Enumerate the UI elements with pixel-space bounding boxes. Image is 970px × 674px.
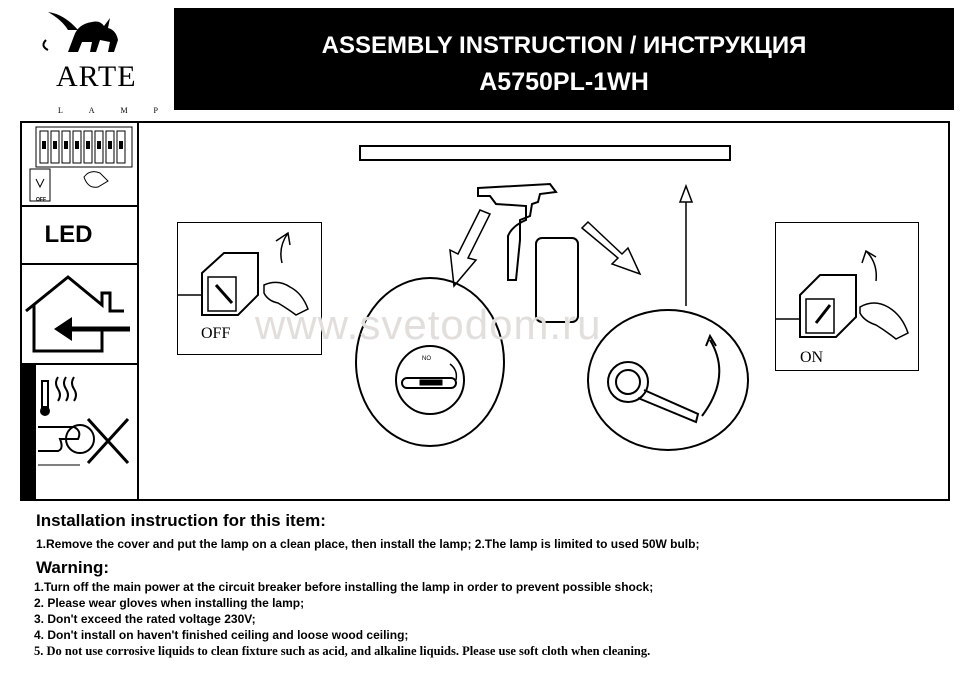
safety-warning-cell	[20, 365, 137, 499]
up-arrow-icon	[680, 186, 692, 306]
no-heat-touch-icon	[20, 365, 137, 499]
page-title: ASSEMBLY INSTRUCTION / ИНСТРУКЦИЯ	[321, 32, 807, 59]
watermark: www.svetodom.ru	[255, 301, 602, 348]
indoor-house-icon	[20, 265, 137, 363]
brand-sub-letter: A	[88, 106, 95, 115]
down-left-arrow-icon	[450, 210, 490, 286]
brand-sub-letter: P	[153, 106, 158, 115]
warning-heading: Warning:	[36, 558, 110, 577]
brand-name: ARTE	[56, 60, 137, 93]
model-number: A5750PL-1WH	[479, 68, 649, 96]
warning-item: 1.Turn off the main power at the circuit breaker before installing the lamp in order to prevent possible shock;	[34, 580, 654, 594]
switch-on-panel	[775, 222, 919, 371]
griffin-emblem-icon	[38, 10, 138, 56]
warning-item: 4. Don't install on haven't finished ceiling and loose wood ceiling;	[34, 628, 409, 642]
arte-lamp-logo	[18, 10, 158, 115]
on-label: ON	[800, 349, 824, 366]
instructions-section	[36, 510, 936, 659]
instruction-line: 1.Remove the cover and put the lamp on a clean place, then install the lamp; 2.The lamp is limited to used 50W bulb;	[36, 537, 700, 551]
warning-item: 3. Don't exceed the rated voltage 230V;	[34, 612, 256, 626]
indoor-use-cell	[20, 265, 137, 365]
brand-sub	[58, 106, 158, 116]
track-rail	[360, 146, 730, 160]
header-banner	[174, 8, 954, 110]
circuit-breaker-icon	[20, 121, 137, 207]
breaker-panel-cell	[20, 121, 137, 207]
warning-item: 5. Do not use corrosive liquids to clean fixture such as acid, and alkaline liquids. Please use soft cloth when cleaning.	[34, 644, 651, 658]
brand-sub-letter: M	[120, 106, 128, 115]
warning-item: 2. Please wear gloves when installing the lamp;	[34, 596, 305, 610]
wall-switch-on-icon	[776, 223, 918, 370]
off-label: OFF	[201, 325, 231, 342]
instructions-heading: Installation instruction for this item:	[36, 511, 326, 530]
clockwise-arrow-icon	[702, 336, 719, 416]
dial-label: NO	[422, 356, 431, 362]
down-right-arrow-icon	[582, 222, 640, 274]
connector-key-icon	[608, 362, 698, 422]
rotate-detail-circle-right	[588, 310, 748, 450]
sidebar-icons	[20, 121, 139, 501]
led-label: LED	[20, 207, 137, 265]
switch-mini-label: OFF	[36, 197, 46, 203]
brand-sub-letter: L	[58, 106, 63, 115]
